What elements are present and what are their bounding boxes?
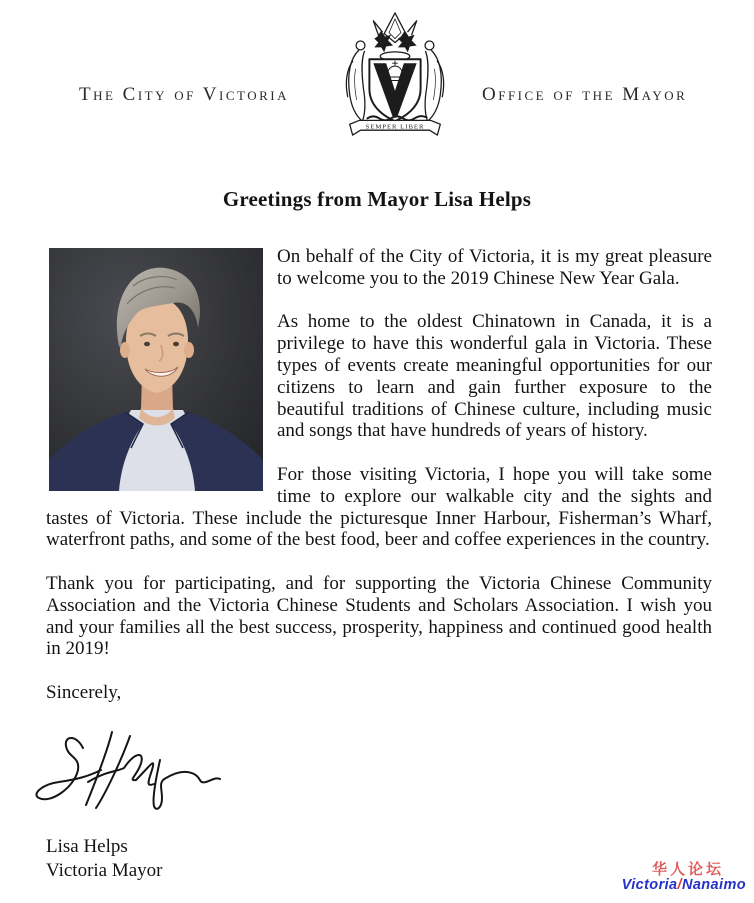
signature-image [28, 726, 228, 811]
watermark-chinese-text: 华人论坛 [651, 860, 724, 878]
closing: Sincerely, [46, 681, 122, 703]
signer-title: Victoria Mayor [46, 859, 163, 881]
letter-title: Greetings from Mayor Lisa Helps [222, 187, 532, 211]
watermark-victoria: Victoria [621, 877, 678, 894]
watermark-nanaimo: Nanaimo [681, 877, 746, 894]
signer-name: Lisa Helps [46, 835, 128, 857]
paragraph-1: On behalf of the City of Victoria, it is my great pleasure to welcome you to the 2019 Chinese New Year Gala. [277, 246, 712, 289]
paragraph-2: As home to the oldest Chinatown in Canada, it is a privilege to have this wonderful gala in Victoria. These types of events create meaningful opportunities for our citizens to learn and gain further exposure to the beautiful traditions of Chinese culture, including music and songs that have hundreds of years of history. [277, 311, 712, 442]
watermark [622, 862, 746, 894]
watermark-slash: / [677, 877, 682, 894]
letterhead-right-label: Office of the Mayor [482, 84, 688, 105]
mayor-portrait-photo [49, 248, 263, 491]
city-of-victoria-crest-icon [332, 10, 458, 142]
watermark-latin-text [622, 878, 746, 894]
paragraph-3: For those visiting Victoria, I hope you will take some time to explore our walkable city and the sights and tastes of Victoria. These include the picturesque Inner Harbour, Fisherman’s Wharf, waterfront paths, and some of the best food, beer and coffee experiences in the country. [46, 463, 712, 551]
paragraph-4: Thank you for participating, and for supporting the Victoria Chinese Community Association and the Victoria Chinese Students and Scholars Association. I wish you and your families all the best success, prosperity, happiness and continued good health in 2019! [46, 572, 712, 660]
letterhead-left-label: The City of Victoria [79, 84, 289, 105]
crest-motto: SEMPER LIBER [365, 123, 425, 131]
letter-body [46, 246, 712, 883]
